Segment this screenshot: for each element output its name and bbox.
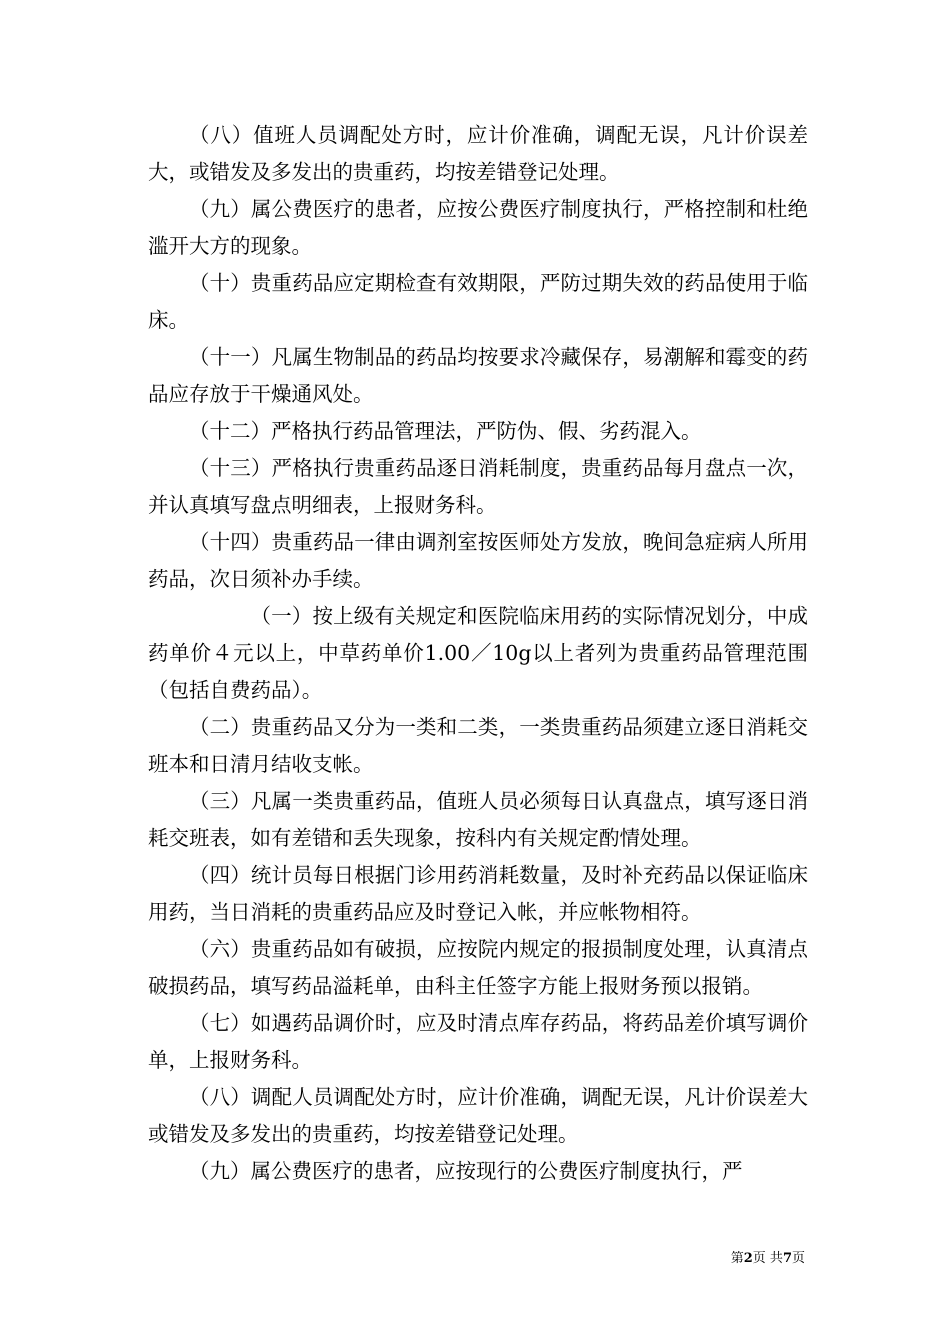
paragraph: （九）属公费医疗的患者，应按公费医疗制度执行，严格控制和杜绝滥开大方的现象。 bbox=[148, 197, 808, 258]
footer-middle: 页 共 bbox=[752, 1251, 783, 1266]
paragraph: （一）按上级有关规定和医院临床用药的实际情况划分，中成药单价４元以上，中草药单价1.00／10g以上者列为贵重药品管理范围（包括自费药品）。 bbox=[148, 604, 808, 702]
paragraph: （八）值班人员调配处方时，应计价准确，调配无误，凡计价误差大，或错发及多发出的贵重药，均按差错登记处理。 bbox=[148, 123, 808, 184]
paragraph: （七）如遇药品调价时，应及时清点库存药品，将药品差价填写调价单，上报财务科。 bbox=[148, 1011, 808, 1072]
total-pages-number: 7 bbox=[782, 1251, 792, 1266]
paragraph: （八）调配人员调配处方时，应计价准确，调配无误，凡计价误差大或错发及多发出的贵重药，均按差错登记处理。 bbox=[148, 1085, 808, 1146]
paragraph: （十二）严格执行药品管理法，严防伪、假、劣药混入。 bbox=[189, 419, 702, 443]
paragraph: （十）贵重药品应定期检查有效期限，严防过期失效的药品使用于临床。 bbox=[148, 271, 808, 332]
footer-prefix: 第 bbox=[730, 1251, 744, 1266]
paragraph: （三）凡属一类贵重药品，值班人员必须每日认真盘点，填写逐日消耗交班表，如有差错和丢失现象，按科内有关规定酌情处理。 bbox=[148, 789, 808, 850]
paragraph: （二）贵重药品又分为一类和二类，一类贵重药品须建立逐日消耗交班本和日清月结收支帐。 bbox=[148, 715, 808, 776]
paragraph: （六）贵重药品如有破损，应按院内规定的报损制度处理，认真清点破损药品，填写药品溢耗单，由科主任签字方能上报财务预以报销。 bbox=[148, 937, 808, 998]
paragraph: （十四）贵重药品一律由调剂室按医师处方发放，晚间急症病人所用药品，次日须补办手续。 bbox=[148, 530, 808, 591]
document-body bbox=[148, 117, 808, 1190]
current-page-number: 2 bbox=[743, 1251, 753, 1266]
paragraph: （十一）凡属生物制品的药品均按要求冷藏保存，易潮解和霉变的药品应存放于干燥通风处。 bbox=[148, 345, 808, 406]
footer-suffix: 页 bbox=[791, 1251, 805, 1266]
page-number-footer bbox=[731, 1247, 805, 1266]
paragraph: （四）统计员每日根据门诊用药消耗数量，及时补充药品以保证临床用药，当日消耗的贵重药品应及时登记入帐，并应帐物相符。 bbox=[148, 863, 808, 924]
paragraph: （九）属公费医疗的患者，应按现行的公费医疗制度执行，严 bbox=[189, 1159, 743, 1183]
paragraph: （十三）严格执行贵重药品逐日消耗制度，贵重药品每月盘点一次，并认真填写盘点明细表，上报财务科。 bbox=[148, 456, 808, 517]
